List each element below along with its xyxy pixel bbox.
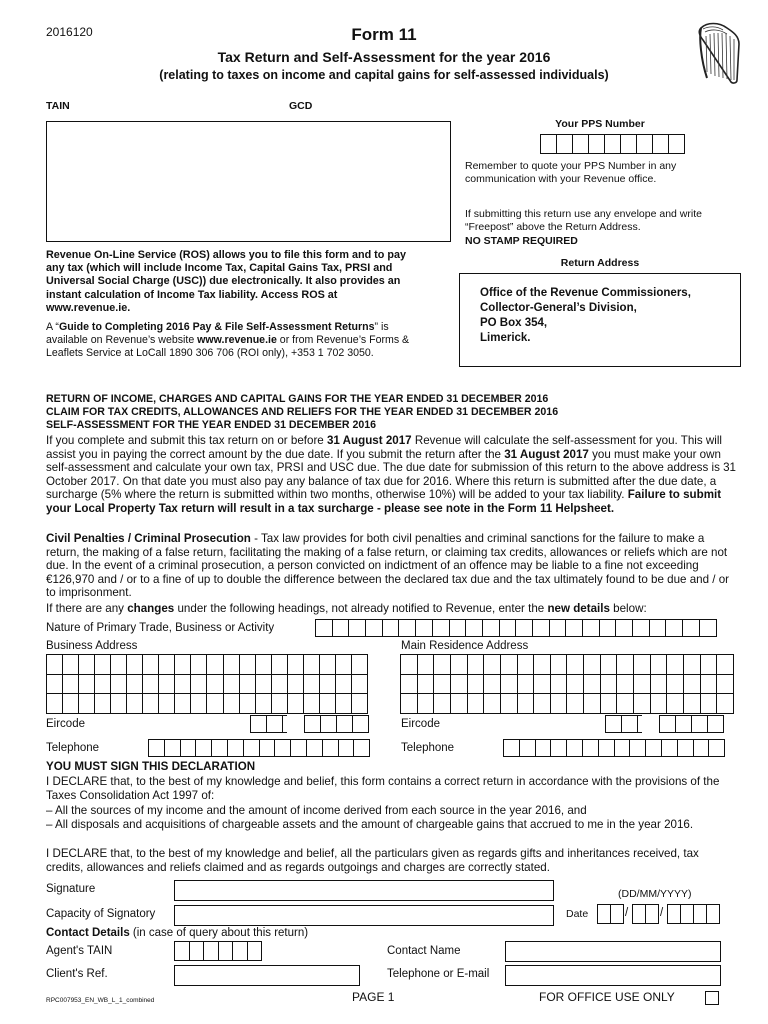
business-telephone-input[interactable]	[148, 739, 370, 757]
business-eircode-input-2[interactable]	[304, 715, 369, 733]
heading-self-assessment: SELF-ASSESSMENT FOR THE YEAR ENDED 31 DECEMBER 2016	[46, 419, 377, 431]
gcd-label: GCD	[289, 100, 313, 112]
heading-claim: CLAIM FOR TAX CREDITS, ALLOWANCES AND RELIEFS FOR THE YEAR ENDED 31 DECEMBER 2016	[46, 406, 559, 418]
capacity-field[interactable]	[174, 905, 554, 926]
main-residence-label: Main Residence Address	[401, 640, 529, 652]
phone-email-field[interactable]	[505, 965, 721, 986]
freepost-note: If submitting this return use any envelope and write “Freepost” above the Return Address.	[465, 208, 702, 233]
taxpayer-address-box	[46, 121, 451, 242]
office-use-label: FOR OFFICE USE ONLY	[539, 990, 675, 1004]
residence-telephone-input[interactable]	[503, 739, 725, 757]
client-ref-label: Client's Ref.	[46, 968, 108, 980]
client-ref-field[interactable]	[174, 965, 360, 986]
contact-name-field[interactable]	[505, 941, 721, 962]
date-format-hint: (DD/MM/YYYY)	[618, 888, 692, 900]
form-title: Form 11	[351, 25, 417, 44]
eircode-label: Eircode	[46, 718, 85, 730]
page-number: PAGE 1	[352, 990, 395, 1004]
pps-number-input[interactable]	[540, 134, 685, 154]
eircode-label-2: Eircode	[401, 718, 440, 730]
return-address-label: Return Address	[560, 257, 640, 269]
penalties-paragraph: Civil Penalties / Criminal Prosecution - Tax law provides for both civil penalties and criminal sanctions for the failure to make a return, the making of a false return, facilitating the making of a false return, or claiming tax credits, allowances or reliefs which are not due. In the event of a criminal prosecution, a person convicted on indictment of an offence may be liable to a fine not exceeding €126,970 and / or to a fine of up to double the difference between the declared tax due and the tax ultimately found to be due and / or to imprisonment.	[46, 532, 730, 600]
date-day-input[interactable]	[597, 904, 624, 924]
heading-return: RETURN OF INCOME, CHARGES AND CAPITAL GAINS FOR THE YEAR ENDED 31 DECEMBER 2016	[46, 393, 549, 405]
return-address-box	[459, 273, 741, 367]
telephone-label: Telephone	[46, 742, 100, 754]
date-separator: /	[625, 907, 629, 919]
declaration-heading: YOU MUST SIGN THIS DECLARATION	[46, 760, 256, 773]
office-use-checkbox[interactable]	[705, 991, 719, 1005]
declaration-item-2: – All disposals and acquisitions of chargeable assets and the amount of chargeable gains that accrued to me in the year 2016.	[46, 818, 694, 831]
capacity-label: Capacity of Signatory	[46, 908, 156, 920]
address-line: Collector-General’s Division,	[480, 302, 637, 314]
contact-heading: Contact Details (in case of query about this return)	[46, 927, 309, 939]
residence-eircode-input[interactable]	[605, 715, 642, 733]
form-subtitle: Tax Return and Self-Assessment for the year 2016	[217, 49, 551, 65]
harp-emblem-icon	[693, 20, 745, 86]
business-address-label: Business Address	[46, 640, 138, 652]
contact-name-label: Contact Name	[387, 945, 461, 957]
no-stamp-text: NO STAMP REQUIRED	[465, 235, 578, 247]
date-label: Date	[566, 908, 589, 920]
date-month-input[interactable]	[632, 904, 659, 924]
address-line: PO Box 354,	[480, 317, 548, 329]
business-eircode-input[interactable]	[250, 715, 287, 733]
form-subtitle-2: (relating to taxes on income and capital gains for self-assessed individuals)	[159, 68, 609, 82]
declaration-p2: I DECLARE that, to the best of my knowledge and belief, all the particulars given as regards gifts and inheritances received, tax credits, allowances and reliefs claimed and as regards outgoings and charges are correctly stated.	[46, 847, 699, 874]
pps-note: Remember to quote your PPS Number in any communication with your Revenue office.	[465, 160, 677, 185]
date-year-input[interactable]	[667, 904, 720, 924]
changes-intro: If there are any changes under the following headings, not already notified to Revenue, enter the new details below:	[46, 602, 647, 615]
phone-email-label: Telephone or E-mail	[387, 968, 490, 980]
declaration-item-1: – All the sources of my income and the amount of income derived from each source in the year 2016, and	[46, 804, 587, 817]
nature-label: Nature of Primary Trade, Business or Activity	[46, 622, 275, 634]
declaration-p1: I DECLARE that, to the best of my knowledge and belief, this form contains a correct return in accordance with the provisions of the Taxes Consolidation Act 1997 of:	[46, 775, 720, 802]
residence-eircode-input-2[interactable]	[659, 715, 724, 733]
agent-tain-label: Agent's TAIN	[46, 945, 113, 957]
agent-tain-input[interactable]	[174, 941, 262, 961]
nature-input[interactable]	[315, 619, 717, 637]
form-code: 2016120	[46, 25, 93, 39]
document-reference: RPC007953_EN_WB_L_1_combined	[46, 997, 155, 1004]
ros-text: Revenue On-Line Service (ROS) allows you to file this form and to pay any tax (which will include Income Tax, Capital Gains Tax, PRSI and Universal Social Charge (USC)) due electronically. It also provides an instant calculation of Income Tax liability. Access ROS at www.revenue.ie.	[46, 249, 406, 314]
guide-text: A “Guide to Completing 2016 Pay & File Self-Assessment Returns” is available on Revenue’s website www.revenue.ie or from Revenue’s Forms & Leaflets Service at LoCall 1890 306 706 (ROI only), +353 1 702 3050.	[46, 321, 410, 360]
date-separator: /	[660, 907, 664, 919]
intro-paragraph: If you complete and submit this tax return on or before 31 August 2017 Revenue will calculate the self-assessment for you. This will assist you in paying the correct amount by the due date. If you submit the return after the 31 August 2017 you must make your own self-assessment and calculate your own tax, PRSI and USC due. The due date for submission of this return to the above address is 31 October 2017. On that date you must also pay any balance of tax due for 2016. Where this return is submitted after the due date, a surcharge (5% where the return is submitted within two months, otherwise 10%) will be added to your tax liability. Failure to submit your Local Property Tax return will result in a tax surcharge - please see note in the Form 11 Helpsheet.	[46, 434, 736, 515]
pps-label: Your PPS Number	[555, 118, 645, 130]
address-line: Limerick.	[480, 332, 531, 344]
tain-label: TAIN	[46, 100, 70, 112]
business-address-input[interactable]	[46, 654, 368, 714]
signature-field[interactable]	[174, 880, 554, 901]
signature-label: Signature	[46, 883, 96, 895]
telephone-label-2: Telephone	[401, 742, 455, 754]
main-residence-input[interactable]	[400, 654, 734, 714]
address-line: Office of the Revenue Commissioners,	[480, 287, 691, 299]
